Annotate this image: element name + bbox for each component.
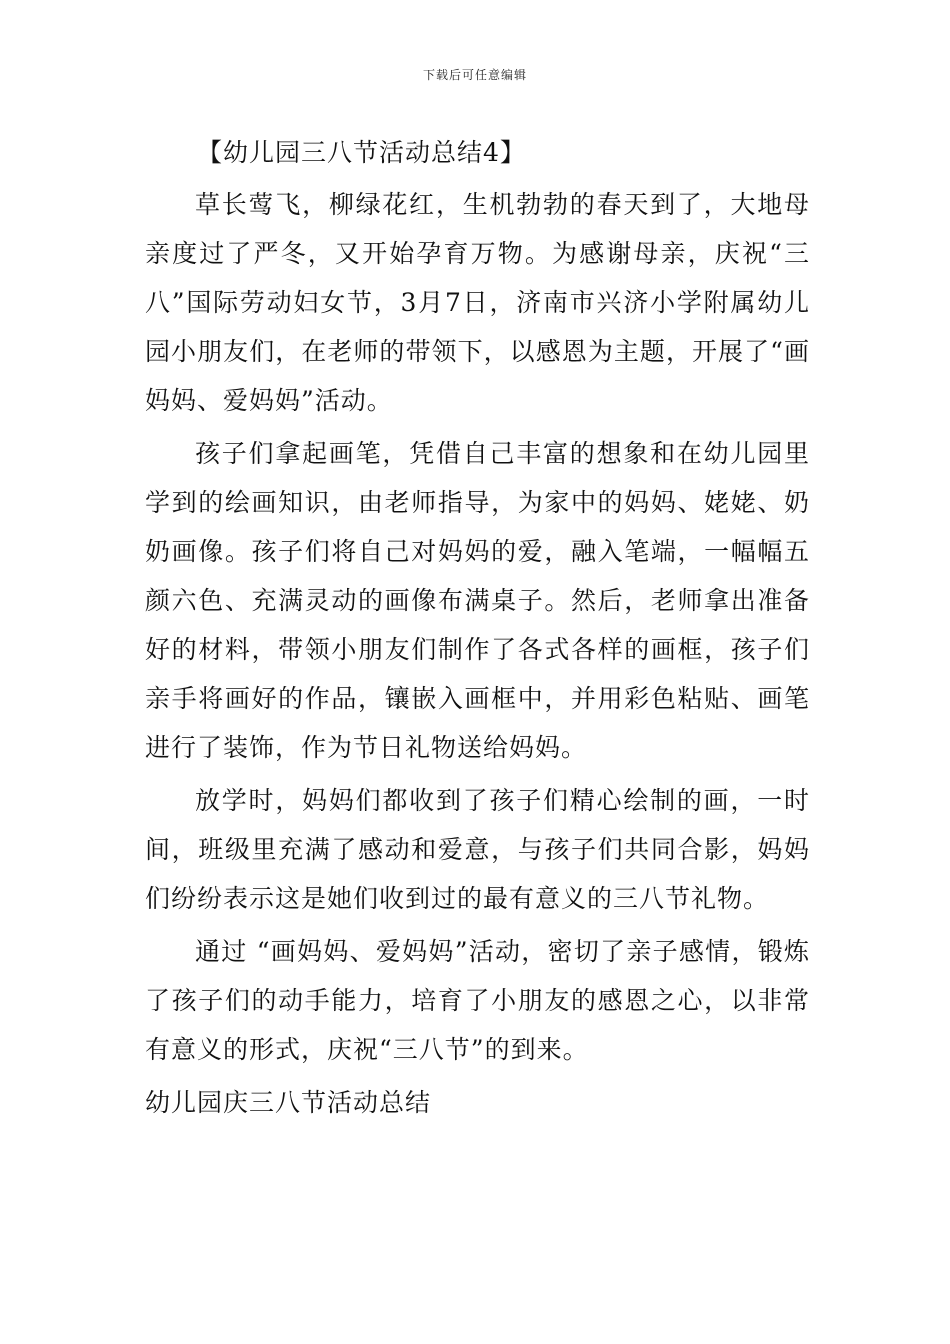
header-note: 下载后可任意编辑 xyxy=(422,68,527,82)
paragraph-conclusion: 通过 “画妈妈、爱妈妈”活动，密切了亲子感情，锻炼了孩子们的动手能力，培育了小朋友的感恩之心，以非常有意义的形式，庆祝“三八节”的到来。 xyxy=(145,937,810,1064)
paragraph-after-school: 放学时，妈妈们都收到了孩子们精心绘制的画，一时间，班级里充满了感动和爱意，与孩子们共同合影，妈妈们纷纷表示这是她们收到过的最有意义的三八节礼物。 xyxy=(145,786,810,913)
section-heading: 【幼儿园三八节活动总结4】 xyxy=(197,138,526,167)
paragraph-intro: 草长莺飞，柳绿花红，生机勃勃的春天到了，大地母亲度过了严冬，又开始孕育万物。为感谢母亲，庆祝“三八”国际劳动妇女节，3月7日，济南市兴济小学附属幼儿园小朋友们，在老师的带领下，以感恩为主题，开展了“画妈妈、爱妈妈”活动。 xyxy=(145,190,810,415)
trailing-title: 幼儿园庆三八节活动总结 xyxy=(145,1088,432,1117)
paragraph-drawing: 孩子们拿起画笔，凭借自己丰富的想象和在幼儿园里学到的绘画知识，由老师指导，为家中的妈妈、姥姥、奶奶画像。孩子们将自己对妈妈的爱，融入笔端，一幅幅五颜六色、充满灵动的画像布满桌子。然后，老师拿出准备好的材料，带领小朋友们制作了各式各样的画框，孩子们亲手将画好的作品，镶嵌入画框中，并用彩色粘贴、画笔进行了装饰，作为节日礼物送给妈妈。 xyxy=(145,439,810,762)
document-body xyxy=(145,128,810,1127)
